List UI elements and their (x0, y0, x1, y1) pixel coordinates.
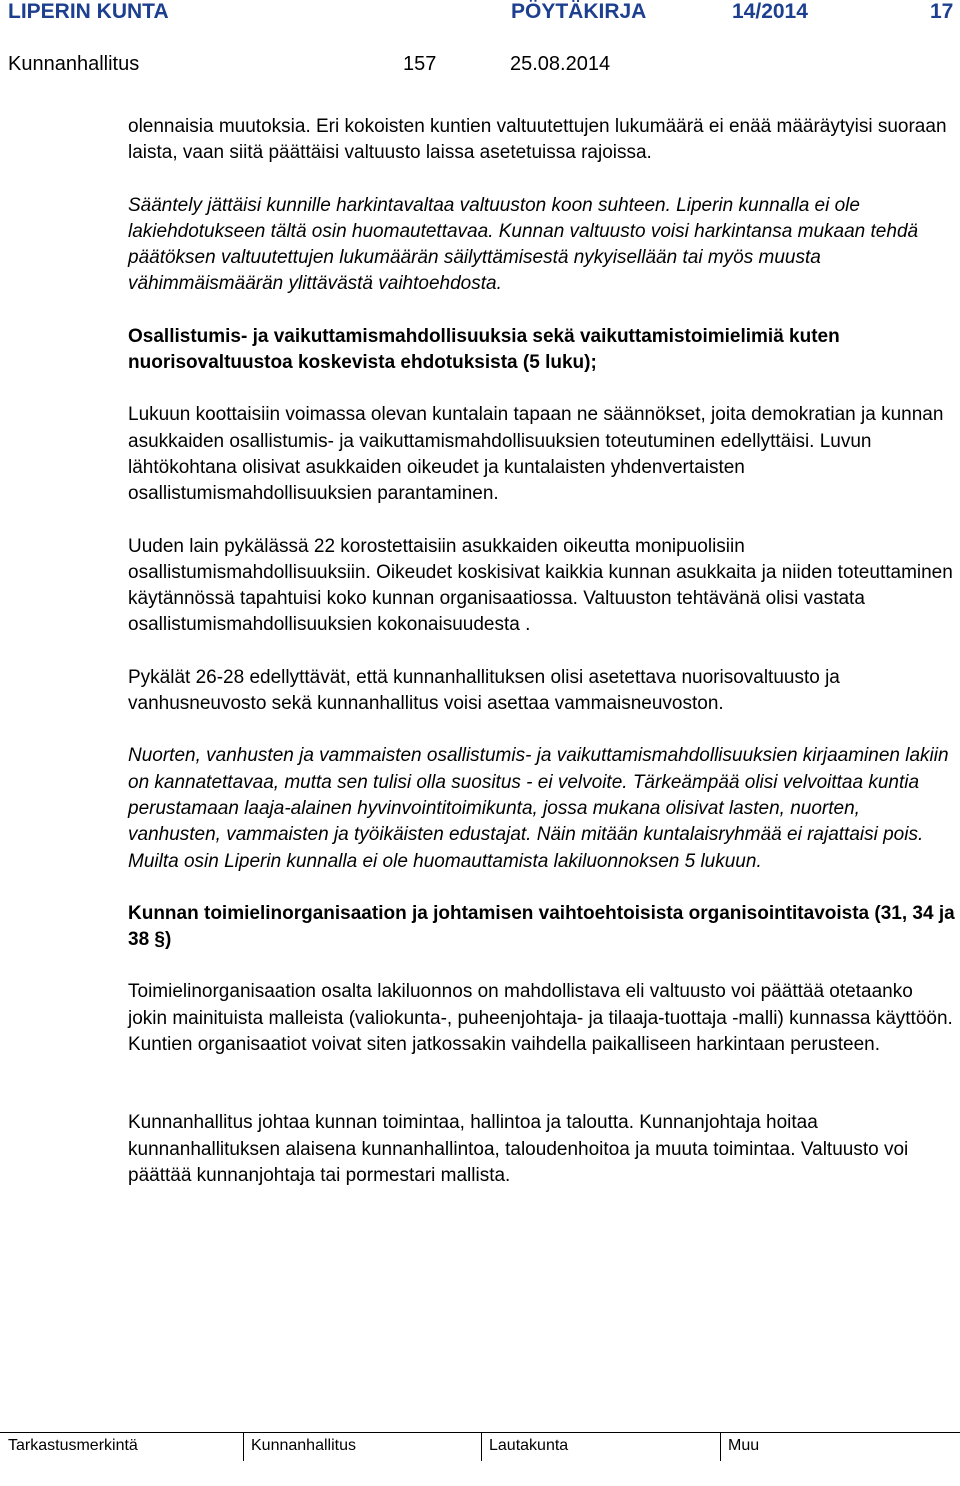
paragraph: Toimielinorganisaation osalta lakiluonnos on mahdollistava eli valtuusto voi päättää otetaanko jokin mainituista malleista (valiokunta-, puheenjohtaja- ja tilaaja-tuottaja -malli) kunnassa käyttöön. Kuntien organisaatiot voivat siten jatkossakin vaihdella paikalliseen harkintaan perusteen. (128, 981, 953, 1056)
footer-other: Muu (728, 1437, 760, 1454)
paragraph: Nuorten, vanhusten ja vammaisten osallistumis- ja vaikuttamismahdollisuuksien kirjaaminen lakiin on kannatettavaa, mutta sen tulisi olla suositus - ei velvoite. Tärkeämpää olisi velvoittaa kuntia perustamaan laaja-alainen hyvinvointitoimikunta, jossa mukana olisivat lasten, nuorten, vanhusten, vammaisten ja työikäisten edustajat. Näin mitään kuntalaisryhmää ei rajattaisi pois. Muilta osin Liperin kunnalla ei ole huomauttamista lakiluonnoksen 5 lukuun. (128, 745, 949, 872)
organization-name: LIPERIN KUNTA (8, 0, 169, 23)
page-footer (0, 1432, 960, 1461)
footer-divider (720, 1433, 721, 1461)
footer-divider (481, 1433, 482, 1461)
footer-committee: Lautakunta (489, 1437, 569, 1454)
paragraph: Sääntely jättäisi kunnille harkintavaltaa valtuuston koon suhteen. Liperin kunnalla ei ole lakiehdotukseen tältä osin huomautettavaa. Kunnan valtuusto voisi harkintansa mukaan tehdä päätöksen valtuutettujen lukumäärän säilyttämisestä nykyisellään tai myös muusta vähimmäismäärän ylittävästä vaihtoehdosta. (128, 194, 919, 295)
footer-review-mark: Tarkastusmerkintä (8, 1437, 138, 1454)
footer-divider (243, 1433, 244, 1461)
section-heading: Kunnan toimielinorganisaation ja johtamisen vaihtoehtoisista organisointitavoista (31, 34 ja 38 §) (128, 902, 955, 951)
paragraph: Uuden lain pykälässä 22 korostettaisiin asukkaiden oikeutta monipuolisiin osallistumismahdollisuuksiin. Oikeudet koskisivat kaikkia kunnan asukkaita ja niiden toteuttaminen käytännössä tapahtuisi koko kunnan organisaatiossa. Valtuuston tehtävänä olisi vastata osallistumismahdollisuuksien kokonaisuudesta . (128, 535, 953, 636)
document-type: PÖYTÄKIRJA (511, 0, 647, 23)
section-heading: Osallistumis- ja vaikuttamismahdollisuuksia sekä vaikuttamistoimielimiä kuten nuorisovaltuustoa koskevista ehdotuksista (5 luku); (128, 325, 840, 374)
document-body (128, 114, 956, 1189)
meeting-date: 25.08.2014 (510, 53, 611, 75)
paragraph: Lukuun koottaisiin voimassa olevan kuntalain tapaan ne säännökset, joita demokratian ja kunnan asukkaiden osallistumis- ja vaikuttamismahdollisuuksien toteutuminen edellyttäisi. Luvun lähtökohtana olisivat asukkaiden oikeudet ja kuntalaisten yhdenvertaisten osallistumismahdollisuuksien parantaminen. (128, 404, 944, 505)
page-subheader (0, 0, 960, 75)
document-number: 14/2014 (732, 0, 808, 23)
paragraph: Pykälät 26-28 edellyttävät, että kunnanhallituksen olisi asetettava nuorisovaltuusto ja vanhusneuvosto sekä kunnanhallitus voisi asettaa vammaisneuvoston. (128, 666, 840, 715)
paragraph: olennaisia muutoksia. Eri kokoisten kuntien valtuutettujen lukumäärä ei enää määräytyisi suoraan laista, vaan siitä päättäisi valtuusto laissa asetetuissa rajoissa. (128, 116, 947, 164)
meeting-body: Kunnanhallitus (8, 53, 140, 75)
section-number: 157 (403, 53, 437, 75)
paragraph: Kunnanhallitus johtaa kunnan toimintaa, hallintoa ja taloutta. Kunnanjohtaja hoitaa kunnanhallituksen alaisena kunnanhallintoa, taloudenhoitoa ja muuta toimintaa. Valtuusto voi päättää kunnanjohtaja tai pormestari mallista. (128, 1112, 909, 1186)
page-number: 17 (930, 0, 954, 23)
footer-board: Kunnanhallitus (251, 1437, 356, 1454)
